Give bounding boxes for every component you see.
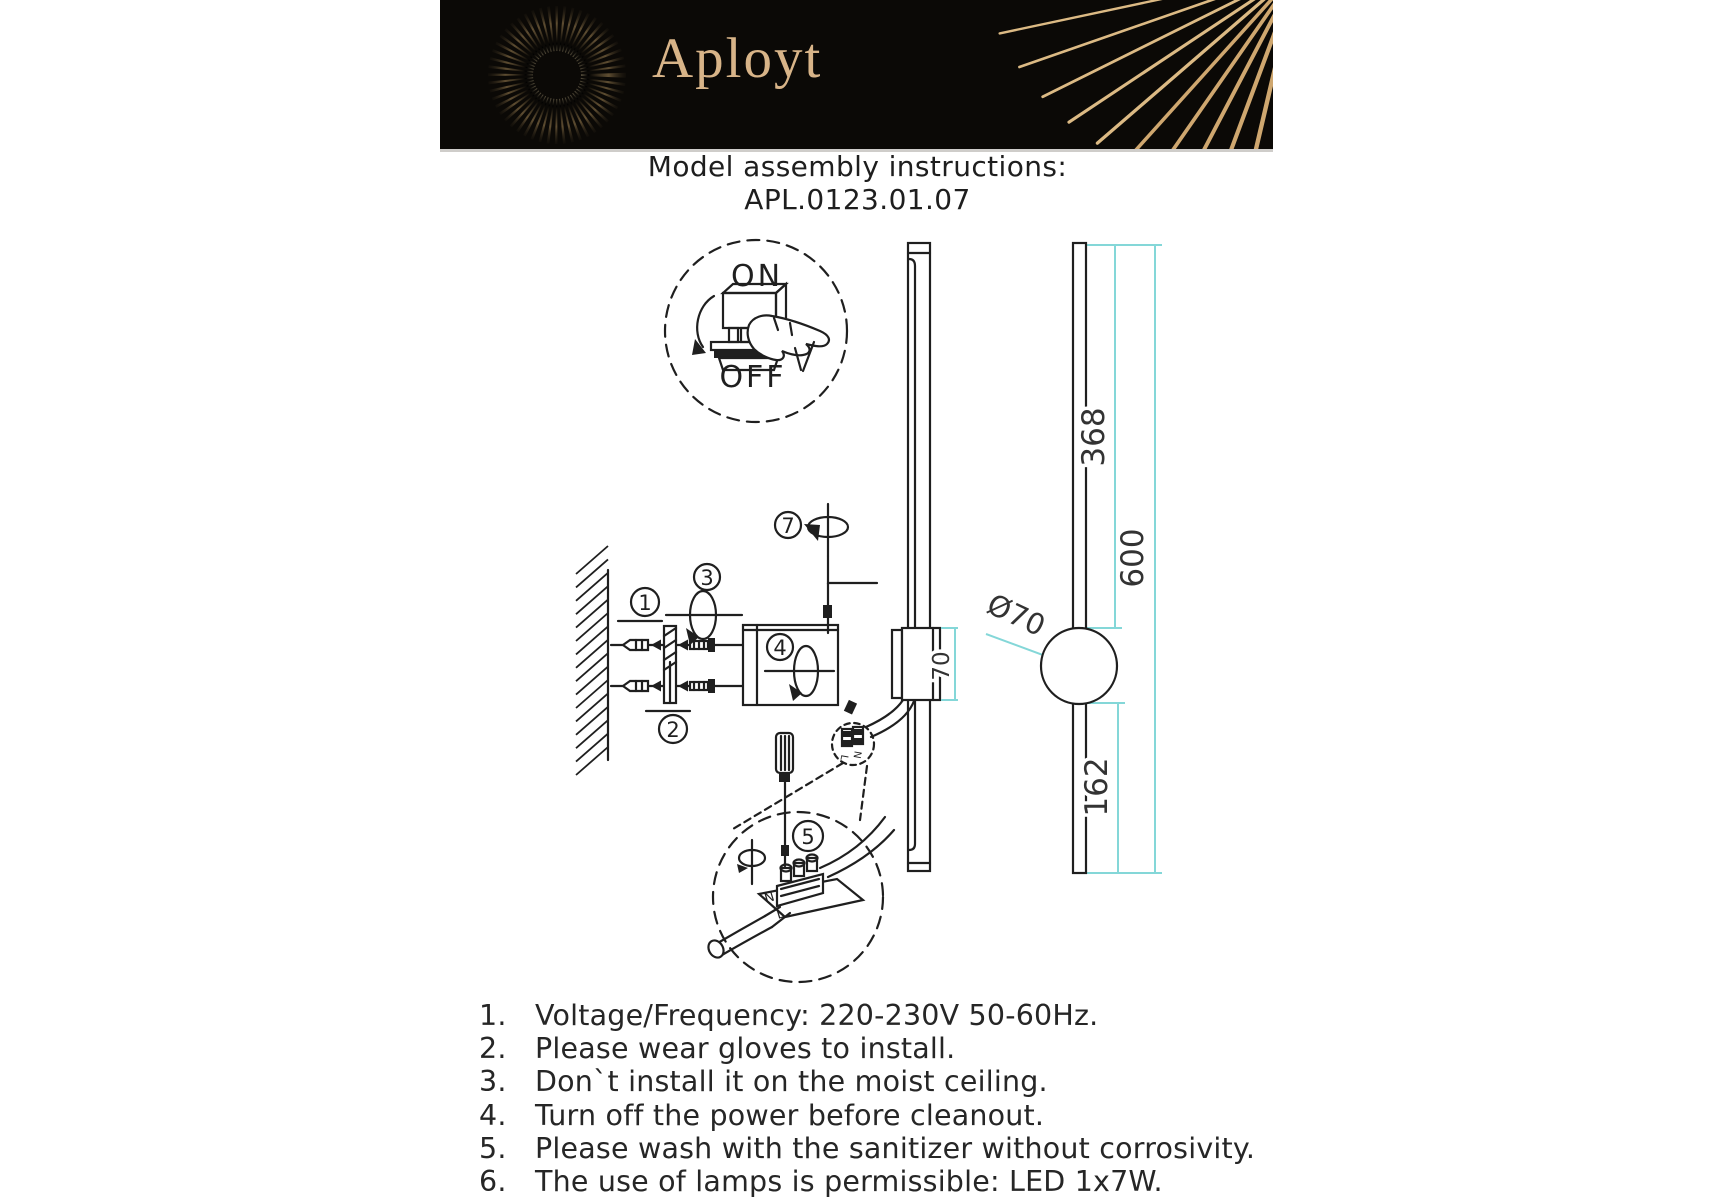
sunburst-logo-icon: [517, 35, 597, 115]
step-marker-3: [694, 564, 720, 590]
wire-label-n: N: [850, 749, 863, 760]
model-number: APL.0123.01.07: [744, 183, 971, 216]
page-title: Model assembly instructions:: [647, 150, 1068, 183]
wire-label-l: L: [837, 753, 850, 762]
step-number: 1: [638, 591, 652, 615]
screw-icon: [690, 679, 715, 693]
note-number: 6.: [479, 1165, 507, 1199]
notes-list: [479, 999, 1255, 1198]
dim-70-side: 70: [929, 651, 955, 681]
wall-section: [576, 546, 608, 775]
switch-on-label: ON: [730, 259, 784, 294]
note-text: Don`t install it on the moist ceiling.: [535, 1065, 1048, 1099]
step-marker-1: [631, 588, 659, 616]
brand-wordmark: Aployt: [652, 27, 823, 90]
note-number: 1.: [479, 999, 507, 1032]
note-number: 2.: [479, 1032, 507, 1066]
note-text: Voltage/Frequency: 220-230V 50-60Hz.: [535, 999, 1099, 1032]
step-number: 7: [781, 514, 795, 538]
note-item: [479, 1065, 1255, 1098]
wall-hatch-pattern: [576, 546, 608, 775]
step-number: 3: [700, 566, 714, 590]
bracket-box: [743, 625, 838, 705]
corner-rays-decoration: [984, 0, 1273, 152]
wire-label-l: L: [774, 906, 787, 923]
rotate-icon-step3: [666, 591, 742, 645]
note-text: Please wash with the sanitizer without corrosivity.: [535, 1131, 1256, 1165]
assembly-diagram: [540, 210, 1180, 1010]
banner-art: [440, 0, 1273, 152]
note-number: 5.: [479, 1131, 507, 1165]
note-number: 3.: [479, 1065, 507, 1099]
screwdriver-icon: [776, 733, 793, 866]
mounting-plate: [618, 621, 690, 711]
dim-dia70: Ø70: [981, 586, 1051, 643]
wire-label-n: N: [762, 889, 777, 907]
note-item: [479, 1165, 1255, 1198]
rotate-screw-icon: [737, 840, 765, 884]
note-text: Turn off the power before cleanout.: [535, 1098, 1045, 1132]
power-switch-detail-circle: [665, 240, 847, 422]
title-block: [0, 150, 1715, 216]
step-marker-2: [659, 715, 687, 743]
note-item: [479, 1032, 1255, 1065]
wiring-detail-circle: [705, 812, 894, 982]
dim-368: 368: [1076, 407, 1112, 467]
step-number: 4: [773, 636, 787, 660]
note-item: [479, 999, 1255, 1032]
note-item: [479, 1099, 1255, 1132]
dim-600: 600: [1115, 528, 1151, 588]
step-number: 5: [801, 825, 815, 849]
step-number: 2: [666, 718, 680, 742]
dim-162: 162: [1079, 757, 1115, 817]
lamp-side-view: [844, 243, 940, 871]
note-item: [479, 1132, 1255, 1165]
brand-banner: [440, 0, 1273, 152]
note-number: 4.: [479, 1098, 507, 1132]
step7-screw-group: [775, 504, 877, 633]
note-text: Please wear gloves to install.: [535, 1032, 956, 1066]
lamp-front-view: [929, 243, 1162, 873]
note-text: The use of lamps is permissible: LED 1x7W.: [535, 1165, 1163, 1199]
switch-off-label: OFF: [719, 360, 787, 395]
mount-ball: [1041, 628, 1117, 704]
